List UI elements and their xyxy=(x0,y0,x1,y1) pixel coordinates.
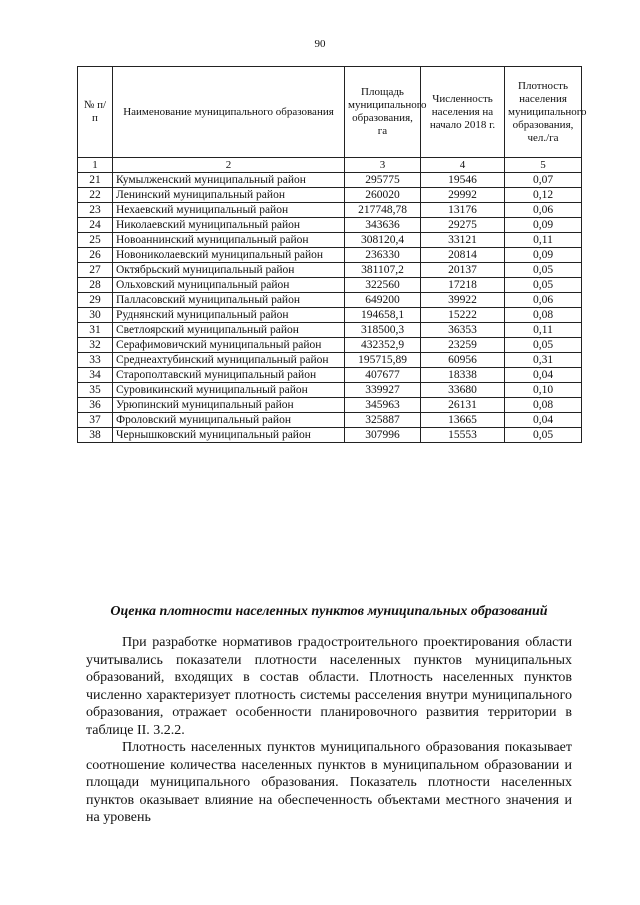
cell-no: 22 xyxy=(78,188,113,203)
cell-population: 29992 xyxy=(421,188,505,203)
cell-population: 60956 xyxy=(421,353,505,368)
cell-area: 325887 xyxy=(345,413,421,428)
table-row xyxy=(78,308,582,323)
cell-no: 25 xyxy=(78,233,113,248)
table-row xyxy=(78,323,582,338)
table-row xyxy=(78,353,582,368)
table-row xyxy=(78,428,582,443)
cell-no: 32 xyxy=(78,338,113,353)
column-number: 4 xyxy=(421,158,505,173)
cell-population: 13176 xyxy=(421,203,505,218)
cell-area: 318500,3 xyxy=(345,323,421,338)
table-row xyxy=(78,398,582,413)
cell-name: Серафимовичский муниципальный район xyxy=(113,338,345,353)
cell-name: Николаевский муниципальный район xyxy=(113,218,345,233)
cell-no: 30 xyxy=(78,308,113,323)
column-number: 2 xyxy=(113,158,345,173)
cell-name: Ольховский муниципальный район xyxy=(113,278,345,293)
column-number-row xyxy=(78,158,582,173)
table-row xyxy=(78,368,582,383)
cell-no: 36 xyxy=(78,398,113,413)
paragraph: При разработке нормативов градостроительного проектирования области учитывались показатели плотности населенных пунктов муниципальных образований, входящих в состав области. Плотность населенных пунктов численно характеризует плотность системы расселения внутри муниципального образования, отражает особенности планировочного развития территории в таблице II. 3.2.2. xyxy=(86,635,572,738)
cell-population: 33121 xyxy=(421,233,505,248)
cell-population: 26131 xyxy=(421,398,505,413)
table-row xyxy=(78,218,582,233)
cell-area: 407677 xyxy=(345,368,421,383)
cell-area: 195715,89 xyxy=(345,353,421,368)
cell-no: 38 xyxy=(78,428,113,443)
cell-population: 15222 xyxy=(421,308,505,323)
cell-density: 0,08 xyxy=(505,308,582,323)
cell-name: Палласовский муниципальный район xyxy=(113,293,345,308)
cell-no: 31 xyxy=(78,323,113,338)
table-row xyxy=(78,413,582,428)
cell-no: 23 xyxy=(78,203,113,218)
cell-density: 0,06 xyxy=(505,293,582,308)
cell-area: 343636 xyxy=(345,218,421,233)
cell-density: 0,05 xyxy=(505,428,582,443)
cell-name: Ленинский муниципальный район xyxy=(113,188,345,203)
cell-population: 36353 xyxy=(421,323,505,338)
cell-no: 29 xyxy=(78,293,113,308)
cell-population: 15553 xyxy=(421,428,505,443)
cell-name: Октябрьский муниципальный район xyxy=(113,263,345,278)
header-no: № п/п xyxy=(78,67,113,158)
cell-density: 0,06 xyxy=(505,203,582,218)
paragraph: Плотность населенных пунктов муниципального образования показывает соотношение количества населенных пунктов в муниципальном образовании и площади муниципального образования. Показатель плотности населенных пунктов оказывает влияние на обеспеченность объектами местного значения и на уровень xyxy=(86,740,572,825)
cell-name: Нехаевский муниципальный район xyxy=(113,203,345,218)
cell-name: Среднеахтубинский муниципальный район xyxy=(113,353,345,368)
cell-population: 19546 xyxy=(421,173,505,188)
cell-area: 649200 xyxy=(345,293,421,308)
cell-name: Фроловский муниципальный район xyxy=(113,413,345,428)
cell-density: 0,12 xyxy=(505,188,582,203)
cell-area: 260020 xyxy=(345,188,421,203)
header-area: Площадь муниципального образования, га xyxy=(345,67,421,158)
cell-density: 0,09 xyxy=(505,248,582,263)
cell-area: 295775 xyxy=(345,173,421,188)
cell-population: 33680 xyxy=(421,383,505,398)
header-name: Наименование муниципального образования xyxy=(113,67,345,158)
cell-density: 0,07 xyxy=(505,173,582,188)
table-body xyxy=(78,173,582,443)
cell-population: 20814 xyxy=(421,248,505,263)
cell-area: 322560 xyxy=(345,278,421,293)
table-row xyxy=(78,383,582,398)
cell-area: 307996 xyxy=(345,428,421,443)
cell-no: 27 xyxy=(78,263,113,278)
cell-density: 0,11 xyxy=(505,323,582,338)
body-text xyxy=(86,634,572,827)
page-number: 90 xyxy=(314,38,326,50)
table-row xyxy=(78,173,582,188)
cell-density: 0,05 xyxy=(505,263,582,278)
cell-no: 26 xyxy=(78,248,113,263)
table-row xyxy=(78,338,582,353)
cell-density: 0,09 xyxy=(505,218,582,233)
cell-name: Светлоярский муниципальный район xyxy=(113,323,345,338)
table-row xyxy=(78,203,582,218)
cell-name: Кумылженский муниципальный район xyxy=(113,173,345,188)
cell-no: 35 xyxy=(78,383,113,398)
cell-population: 39922 xyxy=(421,293,505,308)
cell-no: 24 xyxy=(78,218,113,233)
cell-no: 28 xyxy=(78,278,113,293)
cell-density: 0,08 xyxy=(505,398,582,413)
cell-name: Суровикинский муниципальный район xyxy=(113,383,345,398)
cell-name: Руднянский муниципальный район xyxy=(113,308,345,323)
cell-name: Чернышковский муниципальный район xyxy=(113,428,345,443)
cell-area: 345963 xyxy=(345,398,421,413)
cell-density: 0,05 xyxy=(505,278,582,293)
table-row xyxy=(78,293,582,308)
column-number: 3 xyxy=(345,158,421,173)
municipal-density-table xyxy=(77,66,587,443)
cell-area: 308120,4 xyxy=(345,233,421,248)
cell-area: 236330 xyxy=(345,248,421,263)
cell-density: 0,04 xyxy=(505,368,582,383)
table-header-row xyxy=(78,67,582,158)
cell-name: Урюпинский муниципальный район xyxy=(113,398,345,413)
table-row xyxy=(78,248,582,263)
cell-density: 0,05 xyxy=(505,338,582,353)
cell-population: 23259 xyxy=(421,338,505,353)
table-row xyxy=(78,278,582,293)
header-density: Плотность населения муниципального образования, чел./га xyxy=(505,67,582,158)
cell-population: 17218 xyxy=(421,278,505,293)
cell-density: 0,11 xyxy=(505,233,582,248)
cell-name: Новоаннинский муниципальный район xyxy=(113,233,345,248)
cell-area: 217748,78 xyxy=(345,203,421,218)
cell-no: 34 xyxy=(78,368,113,383)
section-heading: Оценка плотности населенных пунктов муниципальных образований xyxy=(110,604,548,619)
column-number: 1 xyxy=(78,158,113,173)
cell-population: 18338 xyxy=(421,368,505,383)
cell-name: Старополтавский муниципальный район xyxy=(113,368,345,383)
table-row xyxy=(78,188,582,203)
cell-area: 194658,1 xyxy=(345,308,421,323)
cell-no: 21 xyxy=(78,173,113,188)
header-population: Численность населения на начало 2018 г. xyxy=(421,67,505,158)
column-number: 5 xyxy=(505,158,582,173)
cell-area: 381107,2 xyxy=(345,263,421,278)
cell-density: 0,10 xyxy=(505,383,582,398)
cell-population: 13665 xyxy=(421,413,505,428)
table-row xyxy=(78,263,582,278)
cell-density: 0,31 xyxy=(505,353,582,368)
cell-name: Новониколаевский муниципальный район xyxy=(113,248,345,263)
cell-no: 33 xyxy=(78,353,113,368)
cell-population: 29275 xyxy=(421,218,505,233)
cell-area: 432352,9 xyxy=(345,338,421,353)
cell-area: 339927 xyxy=(345,383,421,398)
cell-no: 37 xyxy=(78,413,113,428)
cell-density: 0,04 xyxy=(505,413,582,428)
cell-population: 20137 xyxy=(421,263,505,278)
table-row xyxy=(78,233,582,248)
